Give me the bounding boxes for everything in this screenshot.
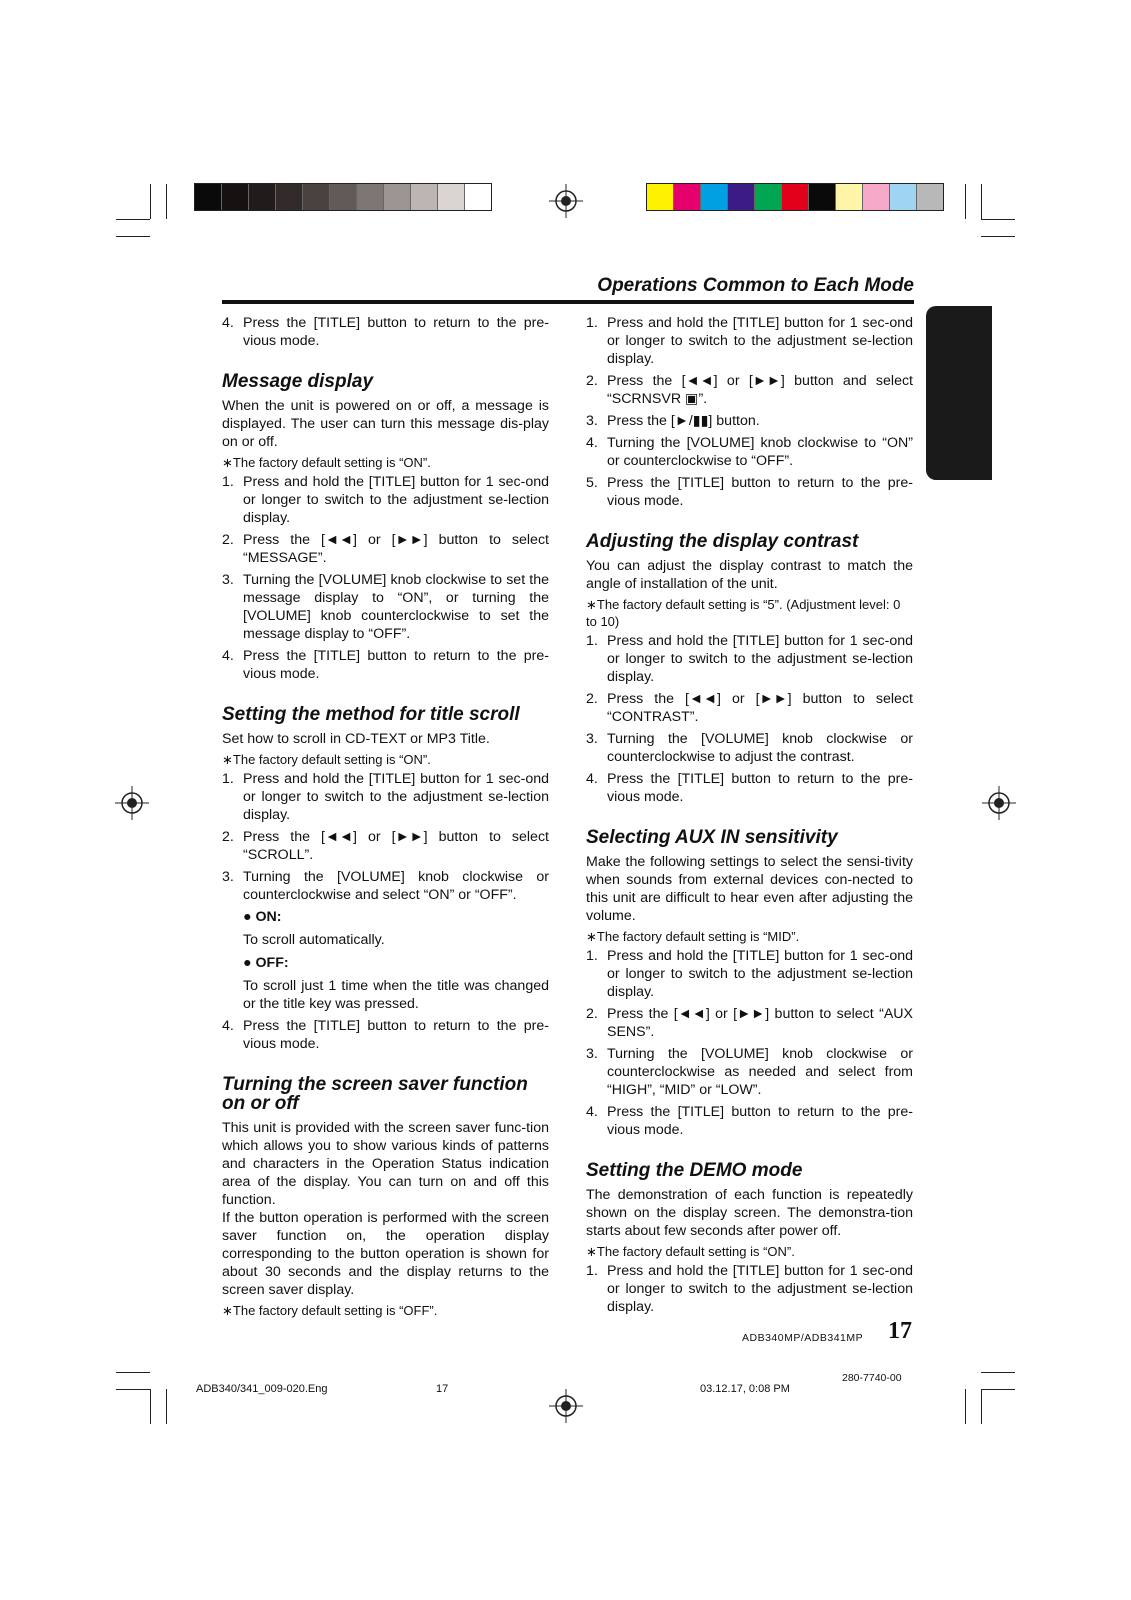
- section-body: When the unit is powered on or off, a message is displayed. The user can turn this message dis-play on or off.: [222, 398, 549, 450]
- crop-mark: [166, 1389, 167, 1424]
- color-swatch: [276, 184, 303, 210]
- header-rule: [222, 300, 914, 304]
- section-heading: Setting the DEMO mode: [586, 1160, 803, 1181]
- list-item: 4. Press the [TITLE] button to return to the pre-vious mode.: [222, 315, 549, 349]
- list-item: 1. Press and hold the [TITLE] button for 1 sec-ond or longer to switch to the adjustment se-lection display.: [586, 315, 913, 367]
- print-timestamp: 03.12.17, 0:08 PM: [700, 1383, 790, 1395]
- color-swatch: [917, 184, 943, 210]
- step-list: [222, 770, 549, 904]
- color-swatch: [357, 184, 384, 210]
- option-item: [243, 908, 549, 949]
- option-description: To scroll just 1 time when the title was changed or the title key was pressed.: [243, 978, 549, 1012]
- section-body: Set how to scroll in CD-TEXT or MP3 Title.: [222, 731, 490, 747]
- section-body: This unit is provided with the screen saver func-tion which allows you to show various kinds of patterns and characters in the Operation Status indication area of the display. You can turn on and off this function.: [222, 1120, 549, 1208]
- crop-mark: [965, 1389, 966, 1424]
- option-item: [243, 954, 549, 1013]
- list-item: 1. Press and hold the [TITLE] button for 1 sec-ond or longer to switch to the adjustment se-lection display.: [586, 1263, 913, 1315]
- default-note: ∗The factory default setting is “ON”.: [222, 455, 431, 470]
- crop-mark: [981, 1389, 982, 1424]
- color-swatch: [647, 184, 674, 210]
- color-swatch: [303, 184, 330, 210]
- section-heading: Adjusting the display contrast: [586, 531, 859, 552]
- color-swatch: [674, 184, 701, 210]
- language-tab: [889, 306, 992, 581]
- section-heading: Setting the method for title scroll: [222, 704, 520, 725]
- registration-target-icon: [549, 184, 583, 218]
- reference-code: 280-7740-00: [842, 1372, 902, 1384]
- default-note: ∗The factory default setting is “5”. (Adjustment level: 0 to 10): [586, 597, 901, 629]
- color-swatch: [465, 184, 491, 210]
- list-item: 2. Press the [◄◄] or [►►] button to select “CONTRAST”.: [586, 691, 913, 725]
- list-item: 3. Turning the [VOLUME] knob clockwise or counterclockwise to adjust the contrast.: [586, 731, 913, 765]
- section-heading: Turning the screen saver function on or off: [222, 1074, 528, 1114]
- color-swatch: [411, 184, 438, 210]
- right-column: [586, 314, 913, 1316]
- list-item: 3. Turning the [VOLUME] knob clockwise to set the message display to “ON”, or turning the [VOLUME] knob counterclockwise to set the message display to “OFF”.: [222, 572, 549, 642]
- model-number: ADB340MP/ADB341MP: [742, 1332, 864, 1344]
- color-swatch: [222, 184, 249, 210]
- crop-mark: [150, 1389, 151, 1424]
- default-note: ∗The factory default setting is “OFF”.: [222, 1303, 438, 1318]
- list-item: 4. Press the [TITLE] button to return to the pre-vious mode.: [586, 1104, 913, 1138]
- print-filename: ADB340/341_009-020.Eng: [196, 1383, 328, 1395]
- list-item: 2. Press the [◄◄] or [►►] button to select “SCROLL”.: [222, 829, 549, 863]
- color-swatch: [836, 184, 863, 210]
- list-item: 1. Press and hold the [TITLE] button for 1 sec-ond or longer to switch to the adjustment se-lection display.: [222, 771, 549, 823]
- color-swatch: [809, 184, 836, 210]
- color-swatch: [330, 184, 357, 210]
- color-swatch: [728, 184, 755, 210]
- list-item: 3. Turning the [VOLUME] knob clockwise or counterclockwise and select “ON” or “OFF”.: [222, 869, 549, 903]
- step-list: [222, 473, 549, 683]
- crop-mark: [116, 1372, 150, 1373]
- registration-target-icon: [982, 786, 1016, 820]
- list-item: 2. Press the [◄◄] or [►►] button to select “MESSAGE”.: [222, 532, 549, 566]
- list-item: 5. Press the [TITLE] button to return to the pre-vious mode.: [586, 475, 913, 509]
- step-list: [586, 947, 913, 1139]
- crop-mark: [981, 236, 1015, 237]
- list-item: 1. Press and hold the [TITLE] button for 1 sec-ond or longer to switch to the adjustment se-lection display.: [222, 474, 549, 526]
- crop-mark: [981, 1372, 1015, 1373]
- section-body: The demonstration of each function is repeatedly shown on the display screen. The demonstra-tion starts about few seconds after power off.: [586, 1187, 913, 1239]
- list-item: 4. Press the [TITLE] button to return to the pre-vious mode.: [586, 771, 913, 805]
- option-label: ● OFF:: [243, 955, 289, 971]
- color-swatch: [755, 184, 782, 210]
- step-list: [586, 314, 913, 510]
- list-item: 1. Press and hold the [TITLE] button for 1 sec-ond or longer to switch to the adjustment se-lection display.: [586, 948, 913, 1000]
- section-body: You can adjust the display contrast to match the angle of installation of the unit.: [586, 558, 913, 592]
- list-item: 4. Press the [TITLE] button to return to the pre-vious mode.: [222, 1018, 549, 1052]
- option-description: To scroll automatically.: [243, 932, 385, 948]
- list-item: 1. Press and hold the [TITLE] button for 1 sec-ond or longer to switch to the adjustment se-lection display.: [586, 633, 913, 685]
- list-item: 3. Turning the [VOLUME] knob clockwise or counterclockwise as needed and select from “HIGH”, “MID” or “LOW”.: [586, 1046, 913, 1098]
- section-body: If the button operation is performed with the screen saver function on, the operation display corresponding to the button operation is shown for about 30 seconds and the display returns to the screen saver display.: [222, 1210, 549, 1298]
- crop-mark: [981, 219, 1015, 220]
- section-title: Operations Common to Each Mode: [597, 275, 914, 296]
- crop-mark: [166, 184, 167, 219]
- list-item: 4. Turning the [VOLUME] knob clockwise to “ON” or counterclockwise to “OFF”.: [586, 435, 913, 469]
- option-label: ● ON:: [243, 909, 282, 925]
- language-tab-label: English: [889, 501, 914, 581]
- default-note: ∗The factory default setting is “ON”.: [586, 1244, 795, 1259]
- color-swatch: [384, 184, 411, 210]
- registration-target-icon: [115, 786, 149, 820]
- color-swatch: [438, 184, 465, 210]
- crop-mark: [116, 1389, 150, 1390]
- default-note: ∗The factory default setting is “ON”.: [222, 752, 431, 767]
- crop-mark: [981, 1389, 1015, 1390]
- crop-mark: [981, 184, 982, 219]
- section-heading: Selecting AUX IN sensitivity: [586, 827, 838, 848]
- list-item: 2. Press the [◄◄] or [►►] button and select “SCRNSVR ▣”.: [586, 373, 913, 407]
- crop-mark: [965, 184, 966, 219]
- left-column: [222, 314, 549, 1319]
- color-swatch: [701, 184, 728, 210]
- crop-mark: [116, 219, 150, 220]
- color-swatch: [890, 184, 917, 210]
- color-swatch: [863, 184, 890, 210]
- grayscale-calibration-bar: [194, 183, 492, 211]
- list-item: 4. Press the [TITLE] button to return to the pre-vious mode.: [222, 648, 549, 682]
- section-body: Make the following settings to select the sensi-tivity when sounds from external devices con-nected to this unit are difficult to hear even after adjusting the volume.: [586, 854, 913, 924]
- list-item: 2. Press the [◄◄] or [►►] button to select “AUX SENS”.: [586, 1006, 913, 1040]
- color-calibration-bar: [646, 183, 944, 211]
- print-page: 17: [436, 1383, 449, 1395]
- crop-mark: [116, 236, 150, 237]
- step-list: [586, 1262, 913, 1316]
- color-swatch: [249, 184, 276, 210]
- step-list: [586, 632, 913, 806]
- registration-target-icon: [549, 1389, 583, 1423]
- page-number: 17: [888, 1318, 912, 1344]
- default-note: ∗The factory default setting is “MID”.: [586, 929, 800, 944]
- color-swatch: [195, 184, 222, 210]
- crop-mark: [150, 184, 151, 219]
- section-heading: Message display: [222, 371, 374, 392]
- list-item: 3. Press the [►/▮▮] button.: [586, 413, 760, 429]
- color-swatch: [782, 184, 809, 210]
